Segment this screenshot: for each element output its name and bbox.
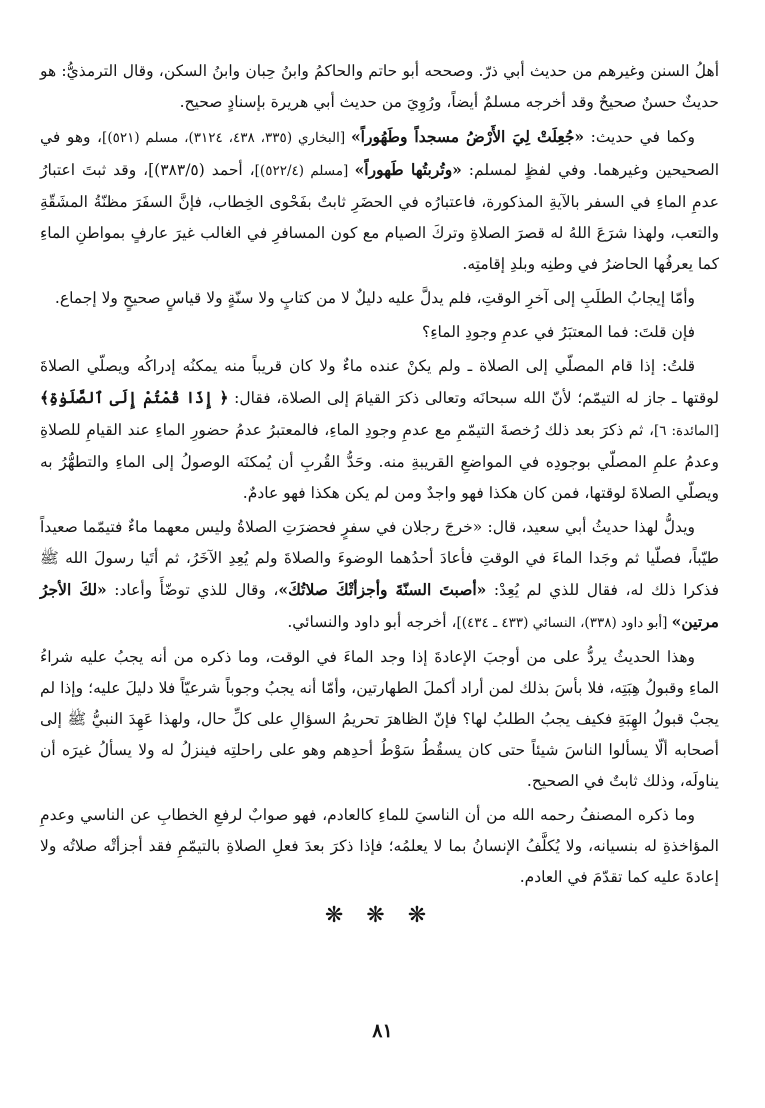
paragraph: وما ذكره المصنفُ رحمه الله من أن الناسيَ للماءِ كالعادم، فهو صوابٌ لرفعِ الخطابِ عن الناسي وعدمِ المؤاخذةِ له بنسيانه، ولا يُكلَّفُ الإنسانُ بما لا يعلمُه؛ فإذا ذكرَ بعدَ فعلِ الصلاةِ بالتيمّمِ فقد أجزأتْه صلاتُه ولا إعادةَ عليه كما تقدّمَ في العادم.: [40, 806, 719, 886]
quoted-text: «لكَ الأجرُ مرتين»: [40, 580, 719, 631]
text-run: ، أخرجه أبو داود والنسائي.: [287, 613, 457, 631]
citation: [مسلم (٥٢٢/٤)]: [254, 163, 355, 179]
quoted-text: «أصبتَ السنّةَ وأجزأتْكَ صلاتُكَ»: [278, 580, 487, 599]
section-separator: ❋ ❋ ❋: [324, 903, 435, 928]
paragraph: [40, 512, 719, 639]
text-run: ويدلُّ لهذا حديثُ أبي سعيد، قال: «خرجَ رجلان في سفرٍ فحضرَتِ الصلاةُ وليس معهما ماءٌ فتيمّما صعيداً طيّباً، فصلّيا ثم وجَدا الماءَ في الوقتِ فأعادَ أحدُهما الوضوءَ والصلاةَ ولم يُعِدِ الآخَرُ، ثم أتَيا رسولَ الله ﷺ فذكرا ذلك له، فقال للذي لم يُعِدْ:: [40, 518, 720, 599]
paragraph: [40, 351, 719, 509]
paragraph: وأمّا إيجابُ الطلَبِ إلى آخرِ الوقتِ، فلم يدلَّ عليه دليلٌ لا من كتابٍ ولا سنّةٍ ولا قياسٍ صحيحٍ ولا إجماع.: [54, 289, 695, 307]
paragraph: أهلُ السنن وغيرهم من حديث أبي ذرّ. وصححه أبو حاتم والحاكمُ وابنُ حِبان وابنُ السكن، وقال الترمذيُّ: هو حديثٌ حسنٌ صحيحٌ وقد أخرجه مسلمٌ أيضاً، ورُوِيَ من حديث أبي هريرة بإسنادٍ صحيح.: [40, 62, 719, 111]
text-run: وكما في حديث:: [584, 128, 696, 146]
quoted-text: «جُعِلَتْ لِيَ الأَرْضُ مسجداً وطَهُوراً»: [350, 127, 585, 146]
quoted-text: «وتُربتُها طَهوراً»: [354, 160, 462, 179]
text-run: ، وقال للذي توضّأَ وأعاد:: [106, 581, 279, 599]
citation: [البخاري (٣٣٥، ٤٣٨، ٣١٢٤)، مسلم (٥٢١)]: [102, 130, 351, 146]
page-number: ٨١: [372, 1020, 393, 1042]
text-run: ، أحمد (٣٨٣/٥)]، وقد ثبتَ اعتبارُ عدمِ الماءِ في السفر بالآيةِ المذكورة، فاعتبارُه في الحضَرِ ثابتٌ بفَحْوى الخِطاب، فإنَّ السفَرَ مظنّةُ المشَقّةِ والتعب، ولهذا شرَعَ اللهُ له قصرَ الصلاةِ وتركَ الصيام مع كون المسافرِ في الغالب غيرَ عارفٍ بمواطنِ الماءِ كما يعرفُها الحاضرُ في وطنِه وبلدِ إقامتِه.: [40, 161, 719, 273]
paragraph: [40, 121, 719, 280]
body-text: [40, 56, 719, 893]
quoted-text: ﴿ إِذَا قُمْتُمْ إِلَى ٱلصَّلَوٰةِ﴾: [40, 388, 229, 407]
text-run: قلتُ: إذا قام المصلّي إلى الصلاة ـ ولم يكنْ عنده ماءٌ ولا كان قريباً منه يمكنُه إدراكُه ويصلّي الصلاةَ لوقتها ـ جاز له التيمّم؛ لأنّ الله سبحانَه وتعالى ذكرَ القيامَ إلى الصلاة، فقال:: [40, 357, 719, 407]
citation: [أبو داود (٣٣٨)، النسائي (٤٣٣ ـ ٤٣٤)]: [456, 615, 672, 631]
citation: [المائدة: ٦]: [654, 423, 719, 439]
paragraph: وهذا الحديثُ يردُّ على من أوجبَ الإعادةَ إذا وجد الماءَ في الوقت، وما ذكره من أنه يجبُ عليه شراءُ الماءِ وقبولُ هِبَتِه، فلا بأسَ بذلك لمن أراد أكملَ الطهارتين، وأمّا أنه يجبُ وجوباً شرعيّاً فلا دليلَ عليه؛ وإذا لم يجبْ قبولُ الهِبَةِ فكيف يجبُ الطلبُ لها؟ فإنّ الظاهرَ تحريمُ السؤالِ على كلِّ حال، ولهذا عَهِدَ النبيُّ ﷺ إلى أصحابه ألّا يسألوا الناسَ شيئاً حتى كان يسقُطُ سَوْطُ أحدِهم وهو على راحلتِه فينزلُ له ولا يسألُ غيرَه أن يناولَه، وذلك ثابتٌ في الصحيح.: [40, 648, 719, 790]
text-run: ، ثم ذكرَ بعد ذلك رُخصةَ التيمّمِ مع عدمِ وجودِ الماءِ، فالمعتبرُ عدمُ حضورِ الماءِ عند القيامِ للصلاةِ وعدمُ علمِ المصلّي بوجودِه في المواضعِ القريبةِ منه. وحَدُّ القُربِ أن يُمكنَه الوصولُ إلى الماءِ والتطهُّرُ به ويصلّي الصلاةَ لوقتها، فمن كان هكذا فهو واجدٌ ومن لم يكن هكذا فهو عادمٌ.: [40, 421, 719, 502]
paragraph: فإن قلتَ: فما المعتبَرُ في عدمِ وجودِ الماءِ؟: [422, 323, 695, 341]
text-run: ، وهو في الصحيحين وغيرهما. وفي لفظٍ لمسلم:: [40, 128, 719, 179]
